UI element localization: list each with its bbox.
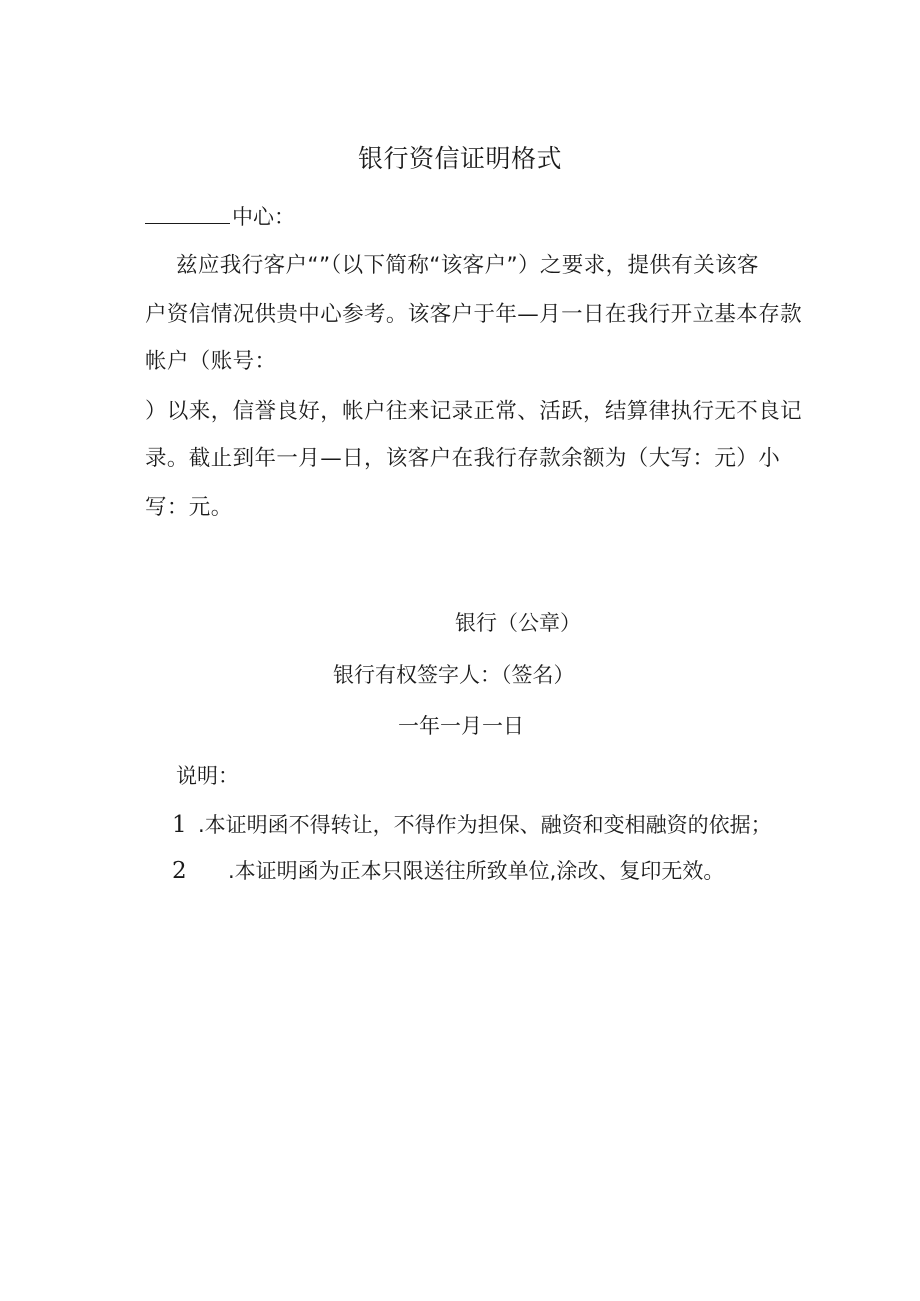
body-line-1: 兹应我行客户“”（以下简称“该客户”）之要求，提供有关该客: [176, 253, 759, 278]
body-line-3: 帐户（账号：: [145, 349, 277, 374]
body-line-4: ）以来，信誉良好，帐户往来记录正常、活跃，结算律执行无不良记: [145, 399, 803, 424]
note-number: 1: [172, 812, 187, 838]
salutation: [145, 201, 295, 233]
note-item-1: [172, 809, 772, 841]
body-line-2: 户资信情况供贵中心参考。该客户于年—月一日在我行开立基本存款: [145, 302, 803, 327]
notes-heading: 说明：: [176, 764, 239, 788]
blank-fill-line: [145, 203, 230, 224]
body-line-6: 写：元。: [145, 495, 233, 520]
document-title: 银行资信证明格式: [357, 144, 562, 173]
salutation-suffix: 中心：: [232, 205, 295, 229]
bank-seal-line: 银行（公章）: [455, 611, 581, 635]
note-number: 2: [172, 858, 187, 884]
note-item-2: [172, 855, 724, 887]
authorized-signer-line: 银行有权签字人：（签名）: [333, 663, 575, 687]
note-text: .本证明函为正本只限送往所致单位,涂改、复印无效。: [228, 859, 725, 883]
body-line-5: 录。截止到年一月—日，该客户在我行存款余额为（大写：元）小: [145, 446, 781, 471]
date-line: 一年一月一日: [398, 714, 524, 738]
note-text: .本证明函不得转让，不得作为担保、融资和变相融资的依据；: [198, 813, 772, 837]
